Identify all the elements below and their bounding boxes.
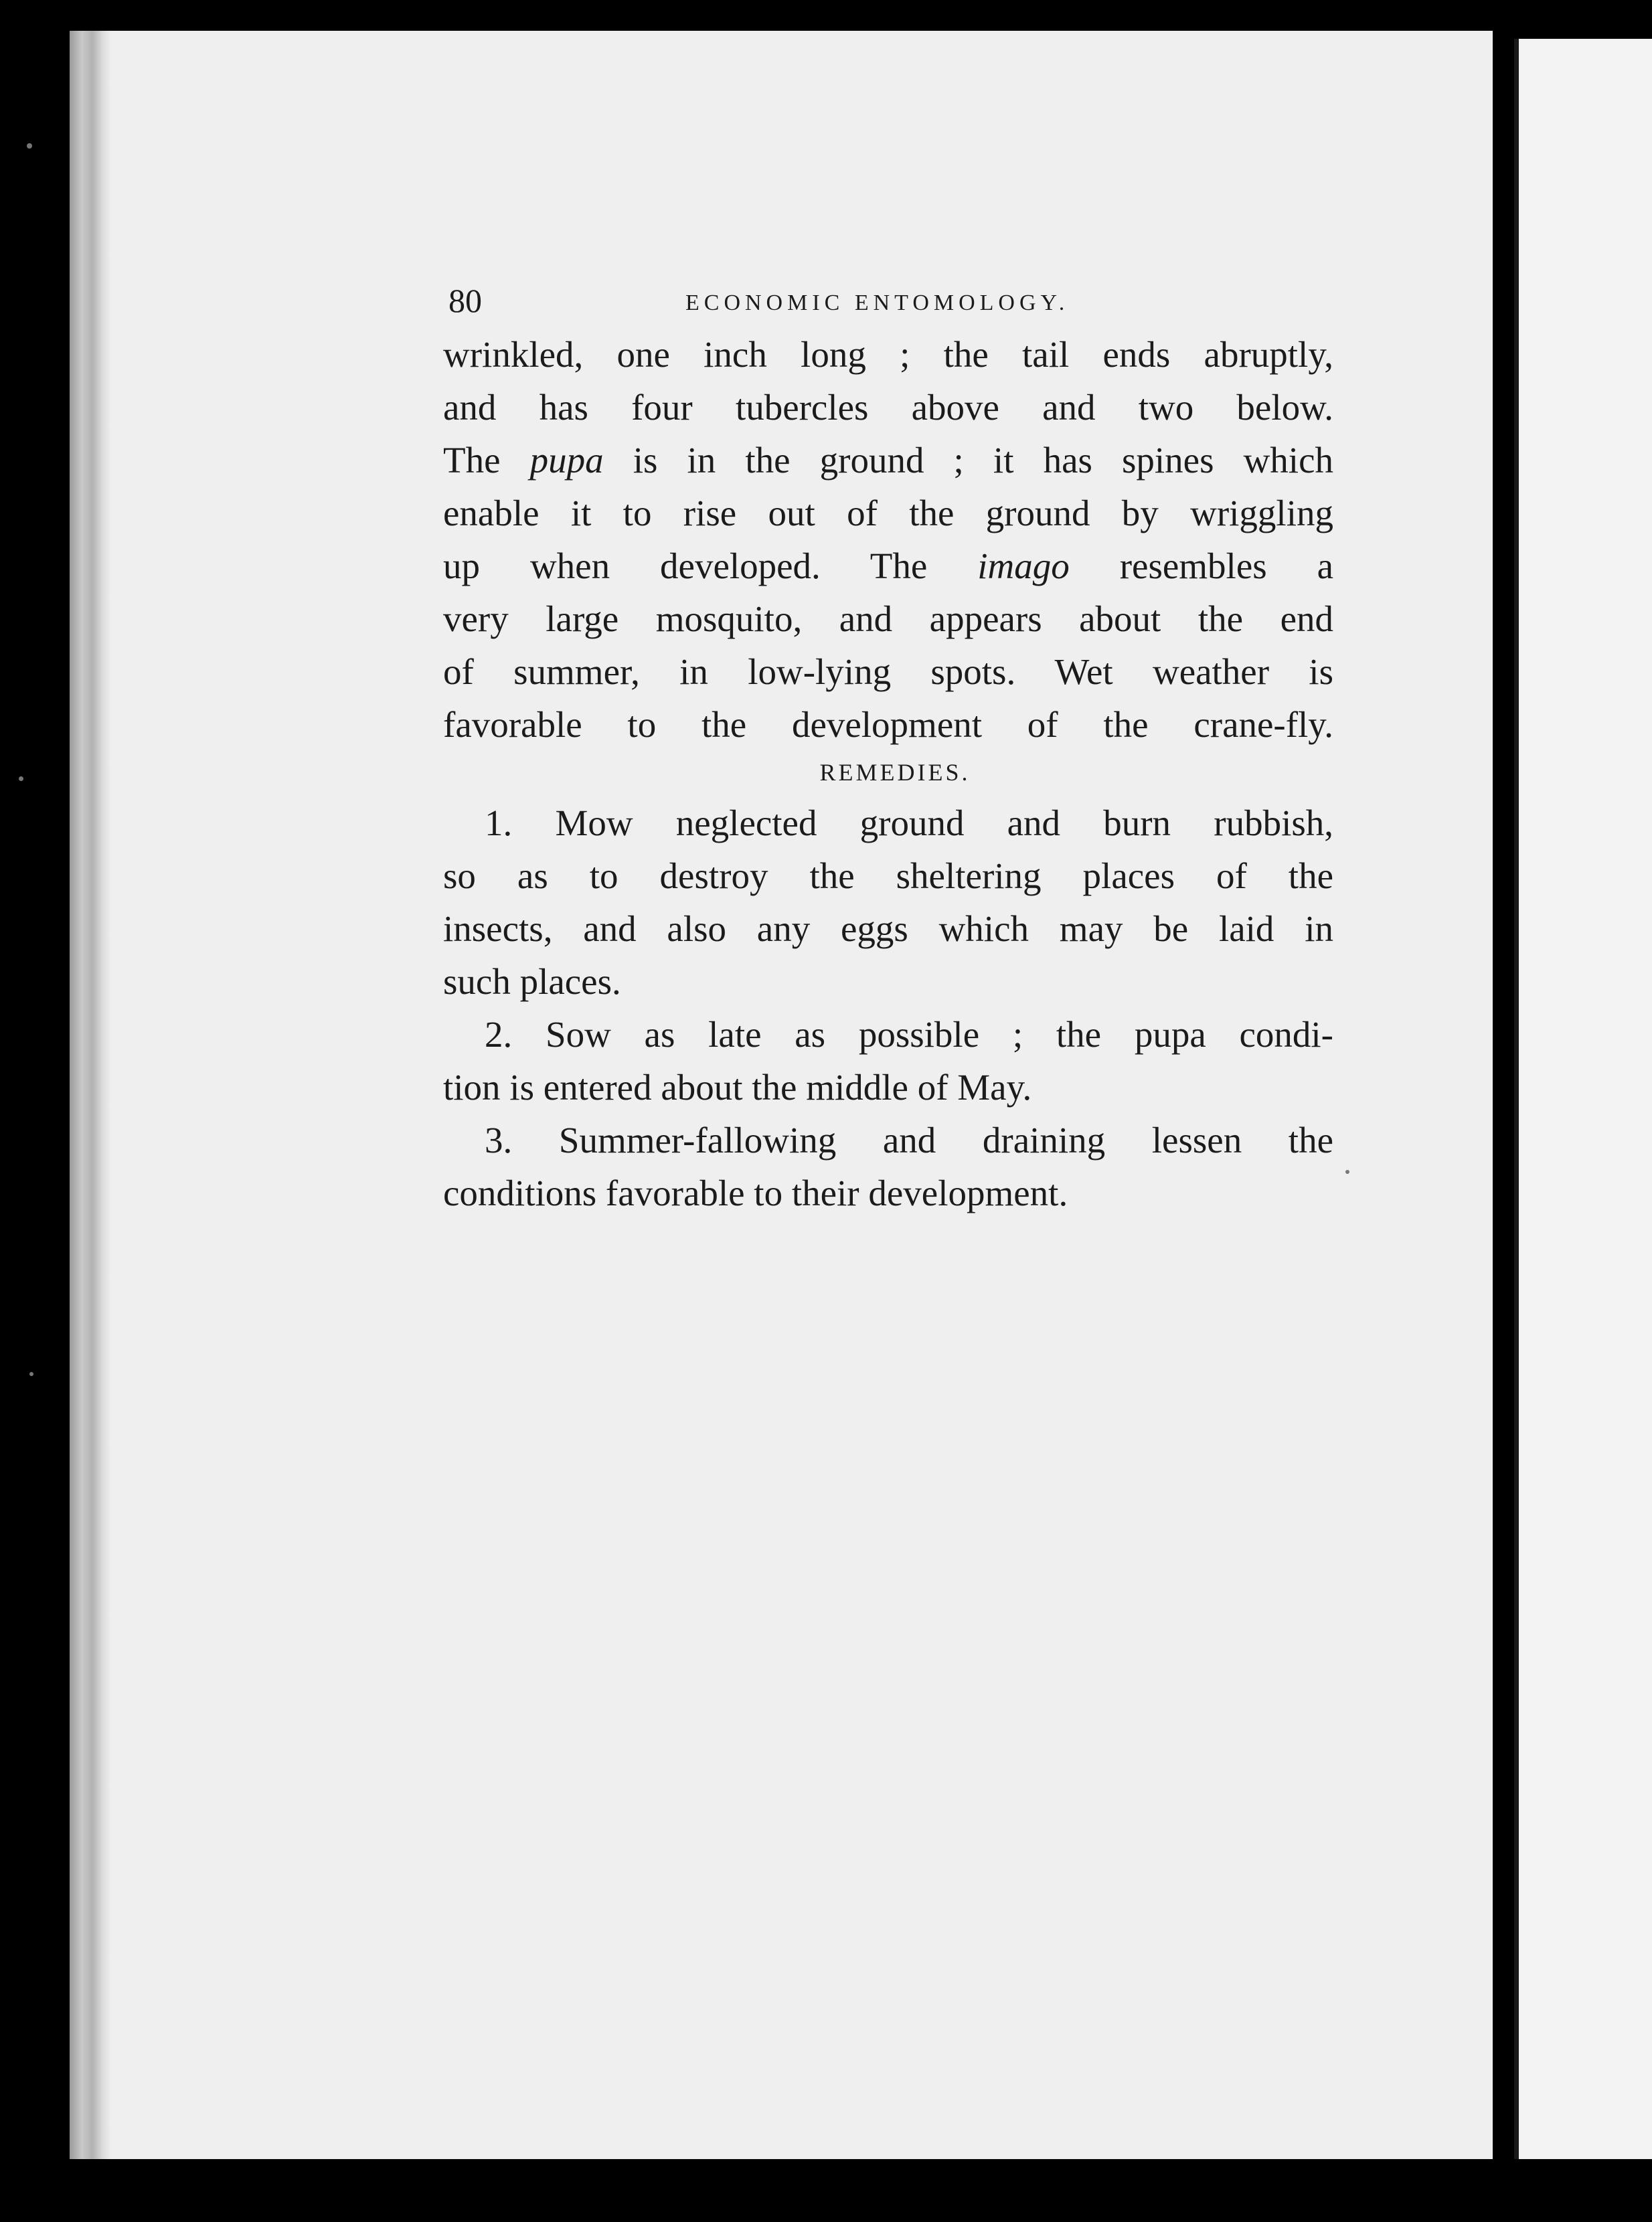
remedy-1: [443, 796, 1333, 1008]
text-line: and has four tubercles above and two below.: [443, 387, 1333, 428]
italic-term-pupa: pupa: [529, 440, 604, 481]
text-line: wrinkled, one inch long ; the tail ends abruptly,: [443, 334, 1333, 375]
text-line: conditions favorable to their development.: [443, 1173, 1068, 1213]
page-content: [443, 281, 1333, 1219]
text-line: [443, 539, 1333, 592]
text-line: 2. Sow as late as possible ; the pupa condi-: [485, 1014, 1333, 1055]
paragraph-description: [443, 328, 1333, 751]
running-title: ECONOMIC ENTOMOLOGY.: [685, 290, 1070, 315]
text-span: resembles a: [1119, 545, 1334, 586]
text-line: insects, and also any eggs which may be laid in: [443, 908, 1333, 949]
text-line: favorable to the development of the crane-fly.: [443, 704, 1333, 745]
text-line: [443, 434, 1333, 487]
text-line: such places.: [443, 961, 621, 1002]
scan-speck: [29, 1372, 33, 1376]
scan-speck: [19, 776, 23, 781]
text-line: of summer, in low-lying spots. Wet weather is: [443, 651, 1333, 692]
running-head: [443, 281, 1333, 328]
scan-speck: [27, 143, 32, 149]
scan-border: [70, 2159, 1652, 2222]
text-line: enable it to rise out of the ground by wriggling: [443, 493, 1333, 533]
text-span: up when developed. The: [443, 545, 928, 586]
text-line: tion is entered about the middle of May.: [443, 1067, 1032, 1108]
remedy-3: [443, 1114, 1333, 1219]
adjacent-page-edge: [1514, 39, 1652, 2160]
text-span: The: [443, 440, 501, 481]
text-line: so as to destroy the sheltering places of the: [443, 855, 1333, 896]
remedy-2: [443, 1008, 1333, 1114]
text-line: 3. Summer-fallowing and draining lessen the: [485, 1120, 1333, 1161]
page-number: 80: [448, 282, 482, 319]
page-gutter-edge: [70, 31, 111, 2159]
scan-speck: [1345, 1170, 1349, 1174]
text-span: is in the ground ; it has spines which: [633, 440, 1333, 481]
text-line: 1. Mow neglected ground and burn rubbish,: [485, 802, 1333, 843]
text-line: very large mosquito, and appears about the end: [443, 598, 1333, 639]
section-heading: REMEDIES.: [819, 759, 971, 786]
italic-term-imago: imago: [977, 545, 1070, 586]
